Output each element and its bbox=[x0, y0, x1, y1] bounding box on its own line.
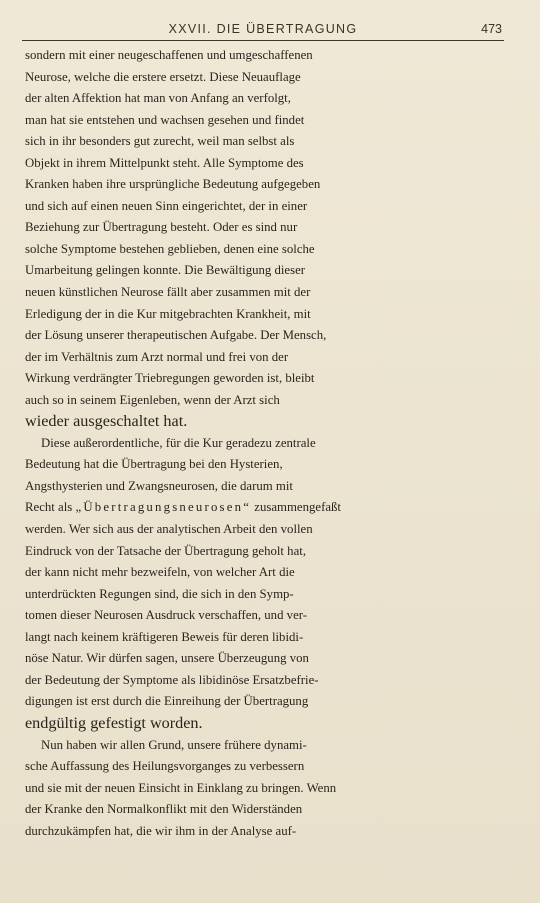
text-line: Angsthysterien und Zwangsneurosen, die darum mit bbox=[25, 478, 293, 493]
text-line: digungen ist erst durch die Einreihung der Übertragung bbox=[25, 694, 309, 709]
paragraph-start-line: Nun haben wir allen Grund, unsere frühere dynami- bbox=[41, 737, 307, 752]
text-line: Beziehung zur Übertragung besteht. Oder es sind nur bbox=[25, 220, 298, 235]
text-line: sich in ihr besonders gut zurecht, weil man selbst als bbox=[25, 134, 295, 149]
text-line: der Lösung unserer therapeutischen Aufgabe. Der Mensch, bbox=[25, 328, 327, 343]
text-fragment: Recht als bbox=[25, 500, 73, 515]
text-line: Erledigung der in die Kur mitgebrachten Krankheit, mit bbox=[25, 306, 311, 321]
text-line: der Kranke den Normalkonflikt mit den Widerständen bbox=[25, 802, 303, 817]
text-line: der im Verhältnis zum Arzt normal und frei von der bbox=[25, 349, 289, 364]
header-rule bbox=[22, 40, 504, 41]
text-line: Wirkung verdrängter Triebregungen geworden ist, bleibt bbox=[25, 371, 315, 386]
spaced-term: „Übertragungsneurosen“ bbox=[75, 500, 252, 515]
text-fragment: zusammengefaßt bbox=[254, 500, 341, 515]
text-line: nöse Natur. Wir dürfen sagen, unsere Überzeugung von bbox=[25, 651, 309, 666]
text-line: Objekt in ihrem Mittelpunkt steht. Alle Symptome des bbox=[25, 155, 304, 170]
text-line: sondern mit einer neugeschaffenen und umgeschaffenen bbox=[25, 48, 313, 62]
text-line: durchzukämpfen hat, die wir ihm in der Analyse auf- bbox=[25, 823, 297, 838]
text-line: sche Auffassung des Heilungsvorganges zu verbessern bbox=[25, 759, 305, 774]
text-line: solche Symptome bestehen geblieben, denen eine solche bbox=[25, 241, 315, 256]
body-text bbox=[25, 45, 503, 842]
page-number: 473 bbox=[481, 22, 502, 36]
text-line: Neurose, welche die erstere ersetzt. Diese Neuauflage bbox=[25, 69, 301, 84]
text-line: auch so in seinem Eigenleben, wenn der Arzt sich bbox=[25, 392, 280, 407]
text-line: Bedeutung hat die Übertragung bei den Hysterien, bbox=[25, 457, 283, 472]
text-line: der alten Affektion hat man von Anfang an verfolgt, bbox=[25, 91, 291, 106]
text-line: neuen künstlichen Neurose fällt aber zusammen mit der bbox=[25, 285, 311, 300]
text-line: der Bedeutung der Symptome als libidinöse Ersatzbefrie- bbox=[25, 672, 319, 687]
paragraph-start-line: Diese außerordentliche, für die Kur geradezu zentrale bbox=[41, 435, 316, 450]
text-line: Kranken haben ihre ursprüngliche Bedeutung aufgegeben bbox=[25, 177, 321, 192]
text-line: und sie mit der neuen Einsicht in Einklang zu bringen. Wenn bbox=[25, 780, 337, 795]
text-line: man hat sie entstehen und wachsen gesehen und findet bbox=[25, 112, 305, 127]
text-line: Eindruck von der Tatsache der Übertragung geholt hat, bbox=[25, 543, 307, 558]
text-line: tomen dieser Neurosen Ausdruck verschaffen, und ver- bbox=[25, 608, 308, 623]
paragraph-end-line: endgültig gefestigt worden. bbox=[25, 713, 203, 732]
text-line: werden. Wer sich aus der analytischen Arbeit den vollen bbox=[25, 522, 313, 537]
text-line: Umarbeitung gelingen konnte. Die Bewältigung dieser bbox=[25, 263, 306, 278]
chapter-title: XXVII. DIE ÜBERTRAGUNG bbox=[168, 22, 358, 36]
text-line bbox=[25, 497, 503, 519]
running-head bbox=[22, 20, 504, 42]
text-line: unterdrückten Regungen sind, die sich in den Symp- bbox=[25, 586, 294, 601]
text-line: langt nach keinem kräftigeren Beweis für deren libidi- bbox=[25, 629, 304, 644]
text-line: und sich auf einen neuen Sinn eingerichtet, der in einer bbox=[25, 198, 308, 213]
text-line: der kann nicht mehr bezweifeln, von welcher Art die bbox=[25, 565, 295, 580]
paragraph-end-line: wieder ausgeschaltet hat. bbox=[25, 412, 188, 431]
